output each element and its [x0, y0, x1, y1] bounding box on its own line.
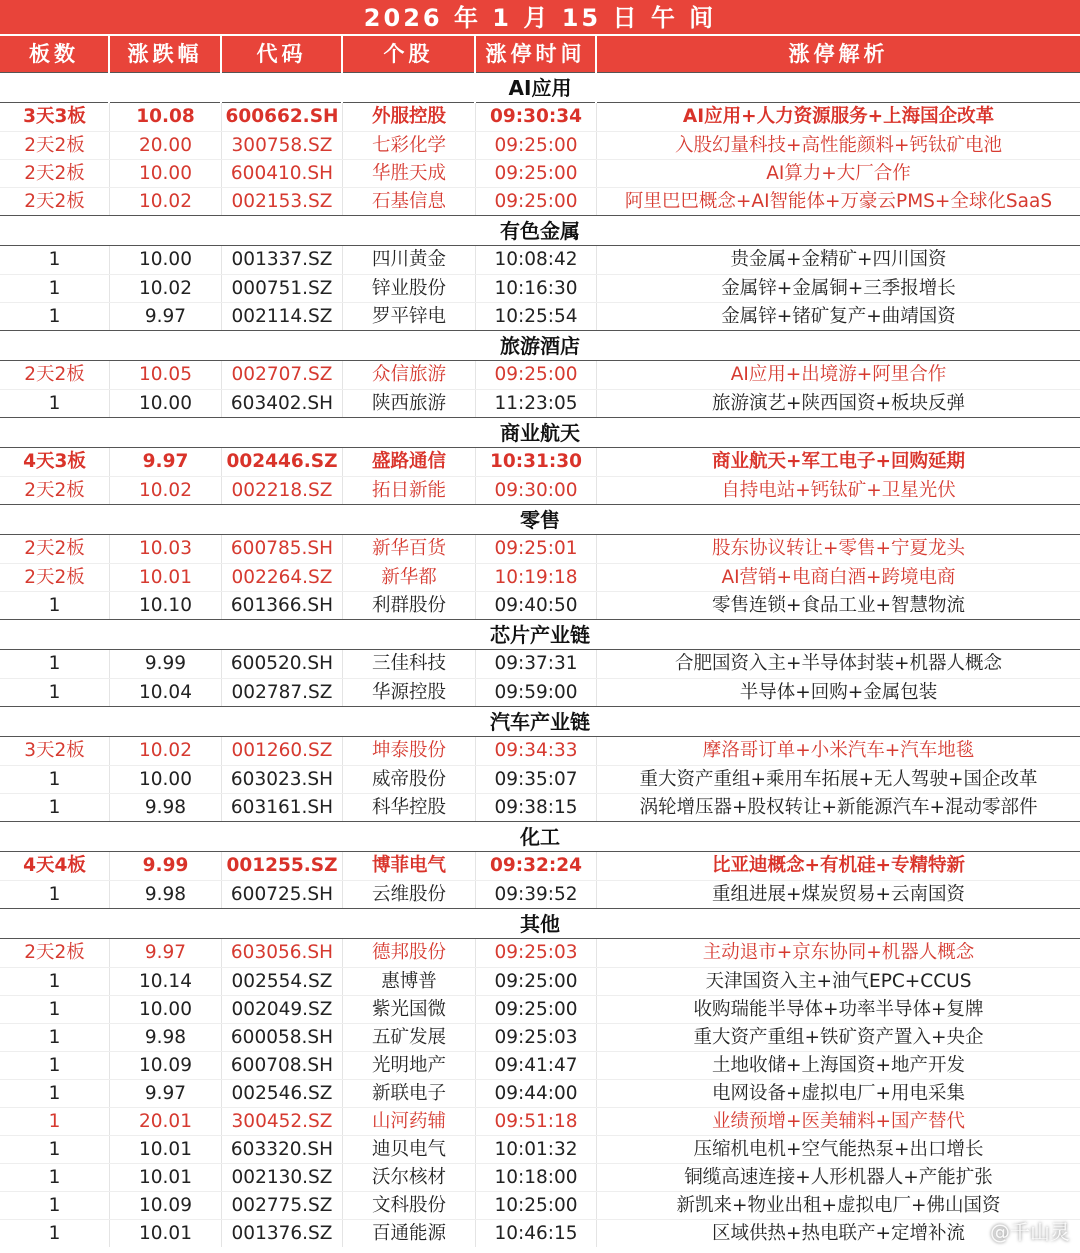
change-pct-cell: 10.00 — [110, 996, 222, 1023]
code-cell: 600662.SH — [222, 103, 343, 131]
stock-name-cell: 七彩化学 — [343, 132, 476, 159]
board-count-cell: 3天3板 — [0, 103, 110, 131]
analysis-cell: 土地收储+上海国资+地产开发 — [711, 1055, 965, 1076]
code-cell: 603023.SH — [222, 766, 343, 793]
stock-name-cell: 博菲电气 — [343, 852, 476, 880]
limit-time-cell: 10:25:00 — [476, 1192, 597, 1219]
table-row — [0, 246, 1080, 274]
limit-time-cell: 09:25:03 — [476, 939, 597, 967]
limit-time-cell: 10:16:30 — [476, 275, 597, 302]
limit-time-cell: 09:40:50 — [476, 592, 597, 619]
section-header: 化工 — [0, 821, 1080, 852]
col-limit-time: 涨停时间 — [476, 36, 597, 108]
code-cell: 002554.SZ — [222, 968, 343, 995]
table-row — [0, 650, 1080, 678]
board-count-cell: 1 — [0, 1220, 110, 1247]
limit-time-cell: 09:39:52 — [476, 881, 597, 908]
limit-time-cell: 10:08:42 — [476, 246, 597, 274]
analysis-cell: 金属锌+锗矿复产+曲靖国资 — [721, 306, 956, 327]
change-pct-cell: 10.01 — [110, 564, 222, 591]
analysis-cell: AI算力+大厂合作 — [766, 163, 911, 184]
analysis-cell: AI应用+人力资源服务+上海国企改革 — [682, 106, 995, 127]
code-cell: 603056.SH — [222, 939, 343, 967]
table-row — [0, 967, 1080, 995]
analysis-cell: 业绩预增+医美辅料+国产替代 — [711, 1111, 965, 1132]
change-pct-cell: 10.02 — [110, 275, 222, 302]
table-row — [0, 535, 1080, 563]
section-header: 有色金属 — [0, 215, 1080, 246]
code-cell: 002707.SZ — [222, 361, 343, 389]
analysis-cell: 天津国资入主+油气EPC+CCUS — [705, 971, 972, 992]
limit-time-cell: 09:25:00 — [476, 361, 597, 389]
limit-time-cell: 09:30:34 — [476, 103, 597, 131]
stock-name-cell: 盛路通信 — [343, 448, 476, 476]
table-row — [0, 361, 1080, 389]
analysis-cell: 区域供热+热电联产+定增补流 — [711, 1223, 965, 1244]
watermark: @千山灵 — [990, 1220, 1070, 1244]
code-cell: 002546.SZ — [222, 1080, 343, 1107]
stock-name-cell: 新联电子 — [343, 1080, 476, 1107]
table-row — [0, 765, 1080, 793]
section-header: 商业航天 — [0, 417, 1080, 448]
code-cell: 002446.SZ — [222, 448, 343, 476]
limit-time-cell: 09:25:03 — [476, 1024, 597, 1051]
section-header: AI应用 — [0, 72, 1080, 103]
change-pct-cell: 10.01 — [110, 1136, 222, 1163]
table-row — [0, 737, 1080, 765]
limit-time-cell: 09:25:00 — [476, 160, 597, 187]
stock-name-cell: 罗平锌电 — [343, 303, 476, 330]
code-cell: 001255.SZ — [222, 852, 343, 880]
analysis-cell: 阿里巴巴概念+AI智能体+万豪云PMS+全球化SaaS — [624, 191, 1053, 212]
board-count-cell: 1 — [0, 390, 110, 417]
col-stock: 个股 — [343, 36, 476, 108]
board-count-cell: 2天2板 — [0, 564, 110, 591]
limit-time-cell: 09:25:01 — [476, 535, 597, 563]
analysis-cell: 收购瑞能半导体+功率半导体+复牌 — [693, 999, 984, 1020]
change-pct-cell: 10.00 — [110, 766, 222, 793]
stock-name-cell: 众信旅游 — [343, 361, 476, 389]
stock-name-cell: 光明地产 — [343, 1052, 476, 1079]
section-header: 其他 — [0, 908, 1080, 939]
board-count-cell: 2天2板 — [0, 188, 110, 215]
table-row — [0, 1051, 1080, 1079]
stock-name-cell: 迪贝电气 — [343, 1136, 476, 1163]
board-count-cell: 4天4板 — [0, 852, 110, 880]
change-pct-cell: 9.98 — [110, 794, 222, 821]
change-pct-cell: 20.01 — [110, 1108, 222, 1135]
table-row — [0, 880, 1080, 908]
table-row — [0, 1191, 1080, 1219]
limit-time-cell: 10:19:18 — [476, 564, 597, 591]
code-cell: 001337.SZ — [222, 246, 343, 274]
stock-name-cell: 百通能源 — [343, 1220, 476, 1247]
stock-name-cell: 石基信息 — [343, 188, 476, 215]
table-row — [0, 389, 1080, 417]
code-cell: 002218.SZ — [222, 477, 343, 504]
limit-time-cell: 10:46:15 — [476, 1220, 597, 1247]
stock-name-cell: 外服控股 — [343, 103, 476, 131]
stock-name-cell: 文科股份 — [343, 1192, 476, 1219]
board-count-cell: 2天2板 — [0, 160, 110, 187]
board-count-cell: 1 — [0, 303, 110, 330]
code-cell: 002264.SZ — [222, 564, 343, 591]
change-pct-cell: 10.09 — [110, 1192, 222, 1219]
code-cell: 000751.SZ — [222, 275, 343, 302]
change-pct-cell: 10.09 — [110, 1052, 222, 1079]
code-cell: 600520.SH — [222, 650, 343, 678]
change-pct-cell: 9.97 — [110, 1080, 222, 1107]
stock-name-cell: 山河药辅 — [343, 1108, 476, 1135]
limit-time-cell: 09:37:31 — [476, 650, 597, 678]
analysis-cell: 重大资产重组+铁矿资产置入+央企 — [693, 1027, 984, 1048]
table-row — [0, 1079, 1080, 1107]
change-pct-cell: 10.10 — [110, 592, 222, 619]
change-pct-cell: 9.97 — [110, 939, 222, 967]
table-row — [0, 852, 1080, 880]
stock-name-cell: 德邦股份 — [343, 939, 476, 967]
limit-time-cell: 09:25:00 — [476, 188, 597, 215]
change-pct-cell: 10.03 — [110, 535, 222, 563]
code-cell: 002049.SZ — [222, 996, 343, 1023]
analysis-cell: 压缩机电机+空气能热泵+出口增长 — [693, 1139, 984, 1160]
board-count-cell: 1 — [0, 246, 110, 274]
analysis-cell: 新凯来+物业出租+虚拟电厂+佛山国资 — [676, 1195, 1001, 1216]
code-cell: 300758.SZ — [222, 132, 343, 159]
limit-time-cell: 10:25:54 — [476, 303, 597, 330]
analysis-cell: 旅游演艺+陕西国资+板块反弹 — [711, 393, 965, 414]
board-count-cell: 1 — [0, 679, 110, 706]
board-count-cell: 1 — [0, 1192, 110, 1219]
change-pct-cell: 10.02 — [110, 188, 222, 215]
table-row — [0, 1219, 1080, 1247]
analysis-cell: 商业航天+军工电子+回购延期 — [711, 451, 965, 472]
analysis-cell: 股东协议转让+零售+宁夏龙头 — [711, 538, 965, 559]
stock-name-cell: 科华控股 — [343, 794, 476, 821]
board-count-cell: 2天2板 — [0, 477, 110, 504]
board-count-cell: 2天2板 — [0, 132, 110, 159]
change-pct-cell: 10.05 — [110, 361, 222, 389]
analysis-cell: 重组进展+煤炭贸易+云南国资 — [711, 884, 965, 905]
table-row — [0, 939, 1080, 967]
page-title: 2026 年 1 月 15 日 午 间 — [0, 0, 1080, 36]
table-row — [0, 1135, 1080, 1163]
code-cell: 600410.SH — [222, 160, 343, 187]
col-board-count: 板数 — [0, 36, 110, 108]
analysis-cell: 电网设备+虚拟电厂+用电采集 — [711, 1083, 965, 1104]
analysis-cell: 涡轮增压器+股权转让+新能源汽车+混动零部件 — [639, 797, 1038, 818]
analysis-cell: 入股幻量科技+高性能颜料+钙钛矿电池 — [674, 135, 1002, 156]
board-count-cell: 1 — [0, 275, 110, 302]
change-pct-cell: 10.00 — [110, 246, 222, 274]
change-pct-cell: 10.02 — [110, 737, 222, 765]
board-count-cell: 1 — [0, 1164, 110, 1191]
board-count-cell: 1 — [0, 1024, 110, 1051]
table-row — [0, 1023, 1080, 1051]
analysis-cell: 合肥国资入主+半导体封装+机器人概念 — [674, 653, 1002, 674]
board-count-cell: 2天2板 — [0, 939, 110, 967]
code-cell: 600785.SH — [222, 535, 343, 563]
analysis-cell: 贵金属+金精矿+四川国资 — [730, 249, 947, 270]
code-cell: 002787.SZ — [222, 679, 343, 706]
table-row — [0, 563, 1080, 591]
stock-name-cell: 利群股份 — [343, 592, 476, 619]
analysis-cell: 铜缆高速连接+人形机器人+产能扩张 — [684, 1167, 993, 1188]
table-row — [0, 793, 1080, 821]
code-cell: 601366.SH — [222, 592, 343, 619]
stock-name-cell: 三佳科技 — [343, 650, 476, 678]
board-count-cell: 1 — [0, 650, 110, 678]
board-count-cell: 1 — [0, 881, 110, 908]
limit-time-cell: 09:25:00 — [476, 132, 597, 159]
analysis-cell: 重大资产重组+乘用车拓展+无人驾驶+国企改革 — [639, 769, 1038, 790]
change-pct-cell: 10.01 — [110, 1220, 222, 1247]
board-count-cell: 1 — [0, 1052, 110, 1079]
board-count-cell: 1 — [0, 592, 110, 619]
stock-name-cell: 沃尔核材 — [343, 1164, 476, 1191]
board-count-cell: 1 — [0, 766, 110, 793]
stock-name-cell: 五矿发展 — [343, 1024, 476, 1051]
code-cell: 002130.SZ — [222, 1164, 343, 1191]
limit-time-cell: 09:44:00 — [476, 1080, 597, 1107]
code-cell: 300452.SZ — [222, 1108, 343, 1135]
change-pct-cell: 9.97 — [110, 448, 222, 476]
table-row — [0, 1163, 1080, 1191]
limit-time-cell: 11:23:05 — [476, 390, 597, 417]
code-cell: 603402.SH — [222, 390, 343, 417]
change-pct-cell: 10.00 — [110, 390, 222, 417]
stock-name-cell: 惠博普 — [343, 968, 476, 995]
section-header: 芯片产业链 — [0, 619, 1080, 650]
stock-name-cell: 威帝股份 — [343, 766, 476, 793]
change-pct-cell: 9.99 — [110, 852, 222, 880]
board-count-cell: 2天2板 — [0, 535, 110, 563]
section-header: 旅游酒店 — [0, 330, 1080, 361]
analysis-cell: 半导体+回购+金属包装 — [739, 682, 938, 703]
change-pct-cell: 10.01 — [110, 1164, 222, 1191]
code-cell: 600708.SH — [222, 1052, 343, 1079]
stock-name-cell: 华源控股 — [343, 679, 476, 706]
section-header: 汽车产业链 — [0, 706, 1080, 737]
code-cell: 002153.SZ — [222, 188, 343, 215]
limit-time-cell: 10:18:00 — [476, 1164, 597, 1191]
stock-name-cell: 锌业股份 — [343, 275, 476, 302]
limit-time-cell: 09:51:18 — [476, 1108, 597, 1135]
table-row — [0, 103, 1080, 131]
stock-name-cell: 坤泰股份 — [343, 737, 476, 765]
board-count-cell: 1 — [0, 1108, 110, 1135]
stock-name-cell: 云维股份 — [343, 881, 476, 908]
change-pct-cell: 10.02 — [110, 477, 222, 504]
analysis-cell: 比亚迪概念+有机硅+专精特新 — [711, 855, 965, 876]
board-count-cell: 1 — [0, 794, 110, 821]
table-row — [0, 448, 1080, 476]
board-count-cell: 3天2板 — [0, 737, 110, 765]
code-cell: 600058.SH — [222, 1024, 343, 1051]
table-body — [0, 72, 1080, 1247]
change-pct-cell: 9.97 — [110, 303, 222, 330]
change-pct-cell: 9.98 — [110, 881, 222, 908]
change-pct-cell: 10.08 — [110, 103, 222, 131]
stock-name-cell: 新华都 — [343, 564, 476, 591]
table-row — [0, 591, 1080, 619]
code-cell: 603161.SH — [222, 794, 343, 821]
change-pct-cell: 10.04 — [110, 679, 222, 706]
analysis-cell: AI营销+电商白酒+跨境电商 — [721, 567, 956, 588]
table-row — [0, 159, 1080, 187]
table-row — [0, 131, 1080, 159]
limit-time-cell: 09:34:33 — [476, 737, 597, 765]
table-row — [0, 187, 1080, 215]
limit-time-cell: 09:38:15 — [476, 794, 597, 821]
board-count-cell: 2天2板 — [0, 361, 110, 389]
limit-time-cell: 10:31:30 — [476, 448, 597, 476]
col-code: 代码 — [222, 36, 343, 108]
change-pct-cell: 9.99 — [110, 650, 222, 678]
stock-name-cell: 拓日新能 — [343, 477, 476, 504]
section-header: 零售 — [0, 504, 1080, 535]
limit-time-cell: 09:59:00 — [476, 679, 597, 706]
stock-name-cell: 新华百货 — [343, 535, 476, 563]
table-row — [0, 476, 1080, 504]
change-pct-cell: 9.98 — [110, 1024, 222, 1051]
change-pct-cell: 20.00 — [110, 132, 222, 159]
board-count-cell: 1 — [0, 1080, 110, 1107]
limit-time-cell: 09:25:00 — [476, 968, 597, 995]
stock-name-cell: 紫光国微 — [343, 996, 476, 1023]
stock-name-cell: 四川黄金 — [343, 246, 476, 274]
limit-time-cell: 09:25:00 — [476, 996, 597, 1023]
col-change-pct: 涨跌幅(%) — [110, 36, 222, 108]
code-cell: 001260.SZ — [222, 737, 343, 765]
limit-time-cell: 10:01:32 — [476, 1136, 597, 1163]
analysis-cell: AI应用+出境游+阿里合作 — [730, 364, 947, 385]
code-cell: 002775.SZ — [222, 1192, 343, 1219]
change-pct-cell: 10.00 — [110, 160, 222, 187]
board-count-cell: 1 — [0, 968, 110, 995]
code-cell: 600725.SH — [222, 881, 343, 908]
code-cell: 001376.SZ — [222, 1220, 343, 1247]
analysis-cell: 主动退市+京东协同+机器人概念 — [702, 942, 975, 963]
limit-time-cell: 09:35:07 — [476, 766, 597, 793]
analysis-cell: 自持电站+钙钛矿+卫星光伏 — [721, 480, 956, 501]
analysis-cell: 摩洛哥订单+小米汽车+汽车地毯 — [702, 740, 975, 761]
board-count-cell: 1 — [0, 996, 110, 1023]
limit-time-cell: 09:32:24 — [476, 852, 597, 880]
col-analysis: 涨停解析 — [788, 42, 889, 66]
board-count-cell: 4天3板 — [0, 448, 110, 476]
board-count-cell: 1 — [0, 1136, 110, 1163]
limit-time-cell: 09:41:47 — [476, 1052, 597, 1079]
stock-name-cell: 陕西旅游 — [343, 390, 476, 417]
stock-name-cell: 华胜天成 — [343, 160, 476, 187]
table-row — [0, 678, 1080, 706]
limit-time-cell: 09:30:00 — [476, 477, 597, 504]
code-cell: 002114.SZ — [222, 303, 343, 330]
analysis-cell: 零售连锁+食品工业+智慧物流 — [711, 595, 965, 616]
table-row — [0, 995, 1080, 1023]
change-pct-cell: 10.14 — [110, 968, 222, 995]
table-row — [0, 302, 1080, 330]
code-cell: 603320.SH — [222, 1136, 343, 1163]
table-row — [0, 1107, 1080, 1135]
table-row — [0, 274, 1080, 302]
analysis-cell: 金属锌+金属铜+三季报增长 — [721, 278, 956, 299]
